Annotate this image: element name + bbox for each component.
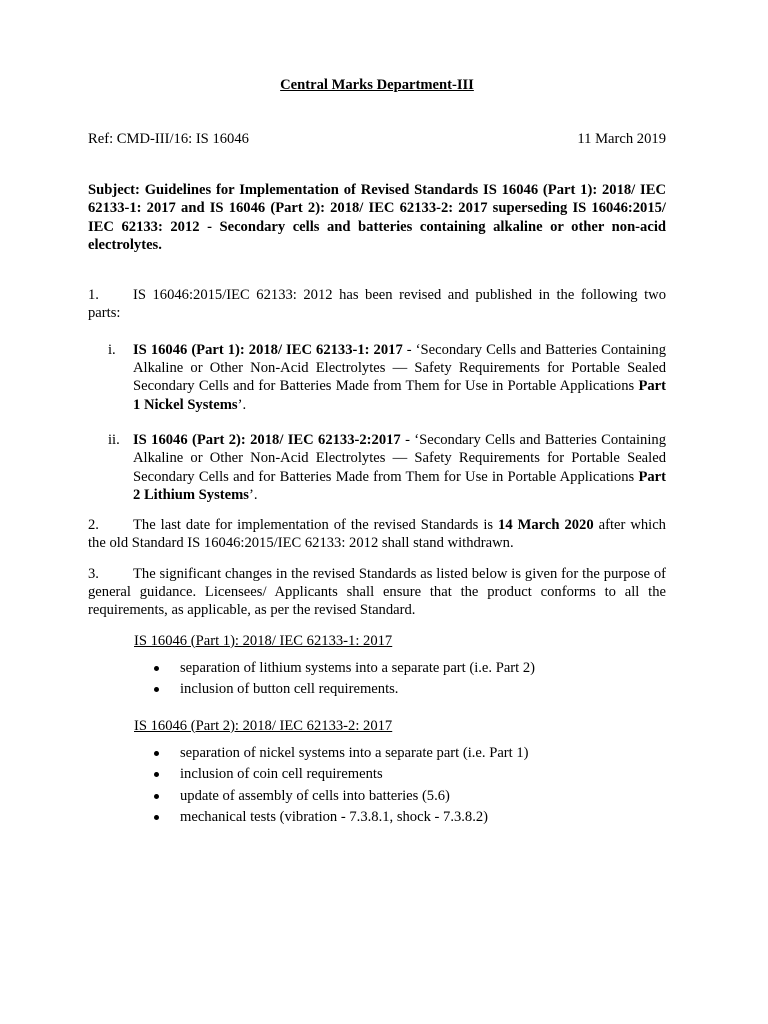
standard-description: - ‘Secondary Cells and Batteries Containing Alkaline or Other Non-Acid Electrolytes — Safety Requirements for Portable Sealed Secondary Cells and for Batteries Made from Them for Use in Portable Applications	[133, 431, 666, 485]
paragraph-number: 1.	[88, 287, 99, 304]
standard-part-name: Part 1 Nickel Systems	[133, 378, 666, 413]
list-item: inclusion of button cell requirements.	[154, 679, 666, 701]
paragraph-3	[88, 565, 666, 620]
reference-number: Ref: CMD-III/16: IS 16046	[88, 131, 249, 147]
list-marker: ii.	[108, 431, 120, 448]
implementation-date: 14 March 2020	[498, 517, 594, 534]
list-item: separation of nickel systems into a separate part (i.e. Part 1)	[154, 743, 666, 765]
paragraph-1	[88, 286, 666, 323]
list-item: mechanical tests (vibration - 7.3.8.1, shock - 7.3.8.2)	[154, 807, 666, 829]
document-date: 11 March 2019	[577, 131, 666, 147]
bullet-icon	[154, 815, 159, 820]
paragraph-2: 2. The last date for implementation of the revised Standards is 14 March 2020 after which the old Standard IS 16046:2015/IEC 62133: 2012 shall stand withdrawn.	[88, 517, 666, 552]
bullet-icon	[154, 666, 159, 671]
part2-changes-list	[88, 743, 666, 829]
bullet-icon	[154, 751, 159, 756]
reference-line	[88, 130, 666, 148]
paragraph-text: IS 16046:2015/IEC 62133: 2012 has been revised and published in the following two parts:	[88, 287, 666, 322]
standard-part-name: Part 2 Lithium Systems	[133, 468, 666, 503]
standard-name: IS 16046 (Part 2): 2018/ IEC 62133-2:2017	[133, 431, 401, 448]
document-page	[88, 76, 666, 829]
bullet-icon	[154, 772, 159, 777]
standard-description: - ‘Secondary Cells and Batteries Containing Alkaline or Other Non-Acid Electrolytes — Safety Requirements for Portable Sealed Secondary Cells and for Batteries Made from Them for Use in Portable Applications	[133, 341, 666, 395]
bullet-icon	[154, 794, 159, 799]
list-item: i. IS 16046 (Part 1): 2018/ IEC 62133-1: 2017 - ‘Secondary Cells and Batteries Containing Alkaline or Other Non-Acid Electrolytes — Safety Requirements for Portable Sealed Secondary Cells and for Batteries Made from Them for Use in Portable Applications Part 1 Nickel Systems’.	[108, 341, 666, 413]
document-title: Central Marks Department-III	[280, 77, 474, 93]
list-item: update of assembly of cells into batteries (5.6)	[154, 786, 666, 808]
part1-changes-list	[88, 658, 666, 701]
list-item: inclusion of coin cell requirements	[154, 764, 666, 786]
paragraph-number: 3.	[88, 565, 99, 582]
subject-paragraph: Subject: Guidelines for Implementation of Revised Standards IS 16046 (Part 1): 2018/ IEC 62133-1: 2017 and IS 16046 (Part 2): 2018/ IEC 62133-2: 2017 superseding IS 16046:2015/ IEC 62133: 2012 - Secondary cells and batteries containing alkaline or other non-acid electrolytes.	[88, 182, 666, 253]
standard-name: IS 16046 (Part 1): 2018/ IEC 62133-1: 2017	[133, 341, 403, 358]
revised-parts-list	[88, 341, 666, 504]
part2-heading: IS 16046 (Part 2): 2018/ IEC 62133-2: 2017	[134, 717, 393, 734]
part1-heading: IS 16046 (Part 1): 2018/ IEC 62133-1: 2017	[134, 632, 393, 649]
list-item: ii. IS 16046 (Part 2): 2018/ IEC 62133-2:2017 - ‘Secondary Cells and Batteries Containing Alkaline or Other Non-Acid Electrolytes — Safety Requirements for Portable Sealed Secondary Cells and for Batteries Made from Them for Use in Portable Applications Part 2 Lithium Systems’.	[108, 431, 666, 503]
paragraph-text: The significant changes in the revised Standards as listed below is given for the purpose of general guidance. Licensees/ Applicants shall ensure that the product conforms to all the requirements, as applicable, as per the revised Standard.	[88, 565, 666, 619]
bullet-icon	[154, 687, 159, 692]
list-item: separation of lithium systems into a separate part (i.e. Part 2)	[154, 658, 666, 680]
list-marker: i.	[108, 341, 116, 358]
paragraph-number: 2.	[88, 517, 99, 534]
